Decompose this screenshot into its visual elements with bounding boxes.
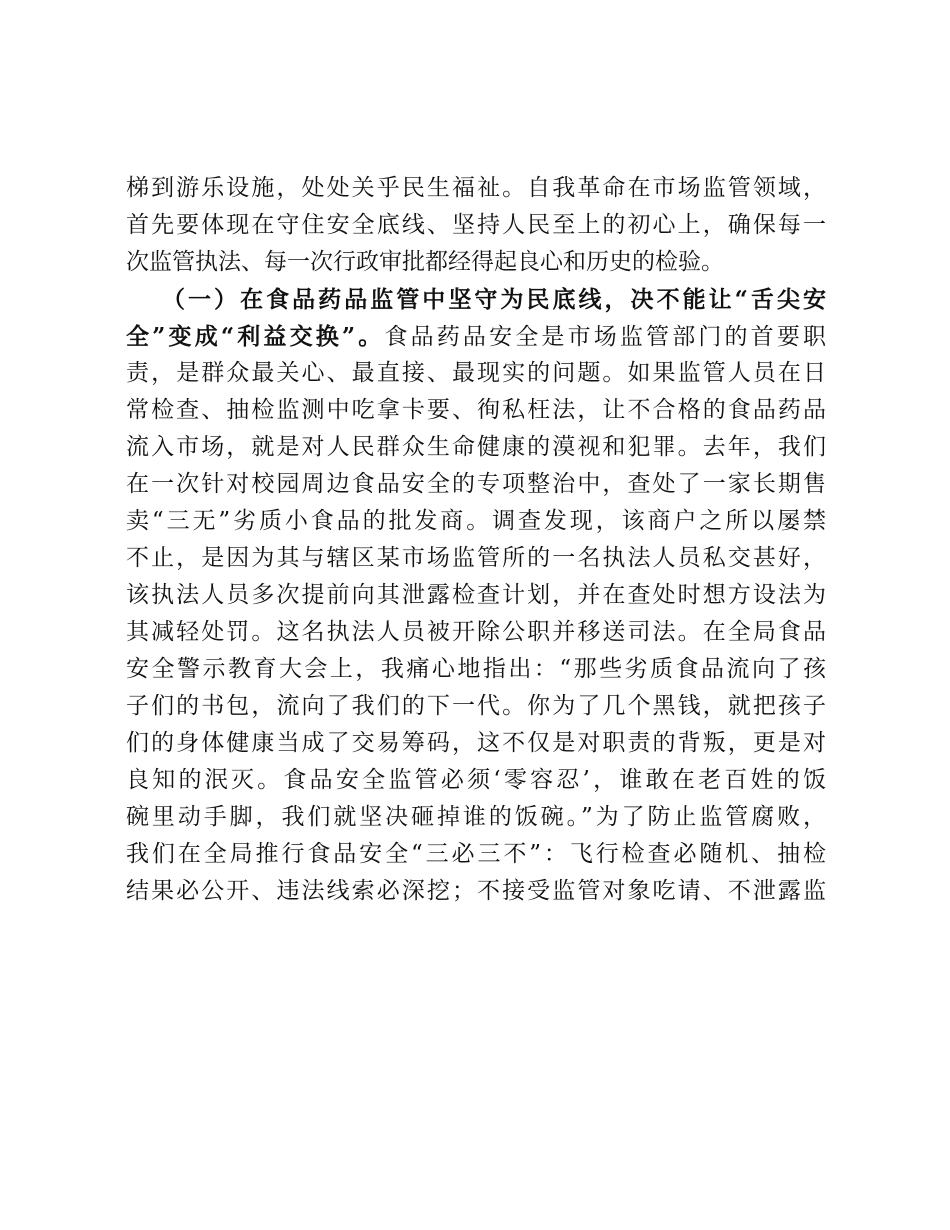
paragraph-2-line-16: 我们在全局推行食品安全“三必三不”：飞行检查必随机、抽检	[126, 841, 826, 867]
paragraph-2-line-17: 结果必公开、违法线索必深挖；不接受监管对象吃请、不泄露监	[126, 878, 826, 904]
section-heading-line-2: 全”变成“利益交换”。	[126, 323, 385, 350]
paragraph-2-line-6: 在一次针对校园周边食品安全的专项整治中，查处了一家长期售	[126, 471, 826, 497]
paragraph-2-line-10: 其减轻处罚。这名执法人员被开除公职并移送司法。在全局食品	[126, 619, 826, 645]
paragraph-2-line-9: 该执法人员多次提前向其泄露检查计划，并在查处时想方设法为	[126, 582, 826, 608]
section-heading-line-1: （一）在食品药品监管中坚守为民底线，决不能让“舌尖安	[162, 286, 826, 313]
paragraph-1-line-3: 次监管执法、每一次行政审批都经得起良心和历史的检验。	[126, 249, 724, 275]
paragraph-1-line-2: 首先要体现在守住安全底线、坚持人民至上的初心上，确保每一	[126, 212, 826, 238]
paragraph-2-line-15: 碗里动手脚，我们就坚决砸掉谁的饭碗。”为了防止监管腐败，	[126, 804, 826, 830]
paragraph-2-line-11: 安全警示教育大会上，我痛心地指出：“那些劣质食品流向了孩	[126, 656, 826, 682]
paragraph-2-line-4: 常检查、抽检监测中吃拿卡要、徇私枉法，让不合格的食品药品	[126, 397, 826, 423]
paragraph-2-line-14: 良知的泯灭。食品安全监管必须‘零容忍’，谁敢在老百姓的饭	[126, 767, 826, 793]
document-body	[126, 170, 826, 910]
paragraph-2-line-2-text: 食品药品安全是市场监管部门的首要职	[384, 324, 826, 350]
paragraph-1-line-1: 梯到游乐设施，处处关乎民生福祉。自我革命在市场监管领域，	[126, 175, 826, 201]
paragraph-2-line-3: 责，是群众最关心、最直接、最现实的问题。如果监管人员在日	[126, 360, 826, 386]
paragraph-2-line-8: 不止，是因为其与辖区某市场监管所的一名执法人员私交甚好，	[126, 545, 826, 571]
paragraph-2-line-2	[126, 318, 826, 355]
paragraph-2-line-7: 卖“三无”劣质小食品的批发商。调查发现，该商户之所以屡禁	[126, 508, 826, 534]
paragraph-2-line-5: 流入市场，就是对人民群众生命健康的漠视和犯罪。去年，我们	[126, 434, 826, 460]
paragraph-2-line-12: 子们的书包，流向了我们的下一代。你为了几个黑钱，就把孩子	[126, 693, 826, 719]
paragraph-2-line-13: 们的身体健康当成了交易筹码，这不仅是对职责的背叛，更是对	[126, 730, 826, 756]
